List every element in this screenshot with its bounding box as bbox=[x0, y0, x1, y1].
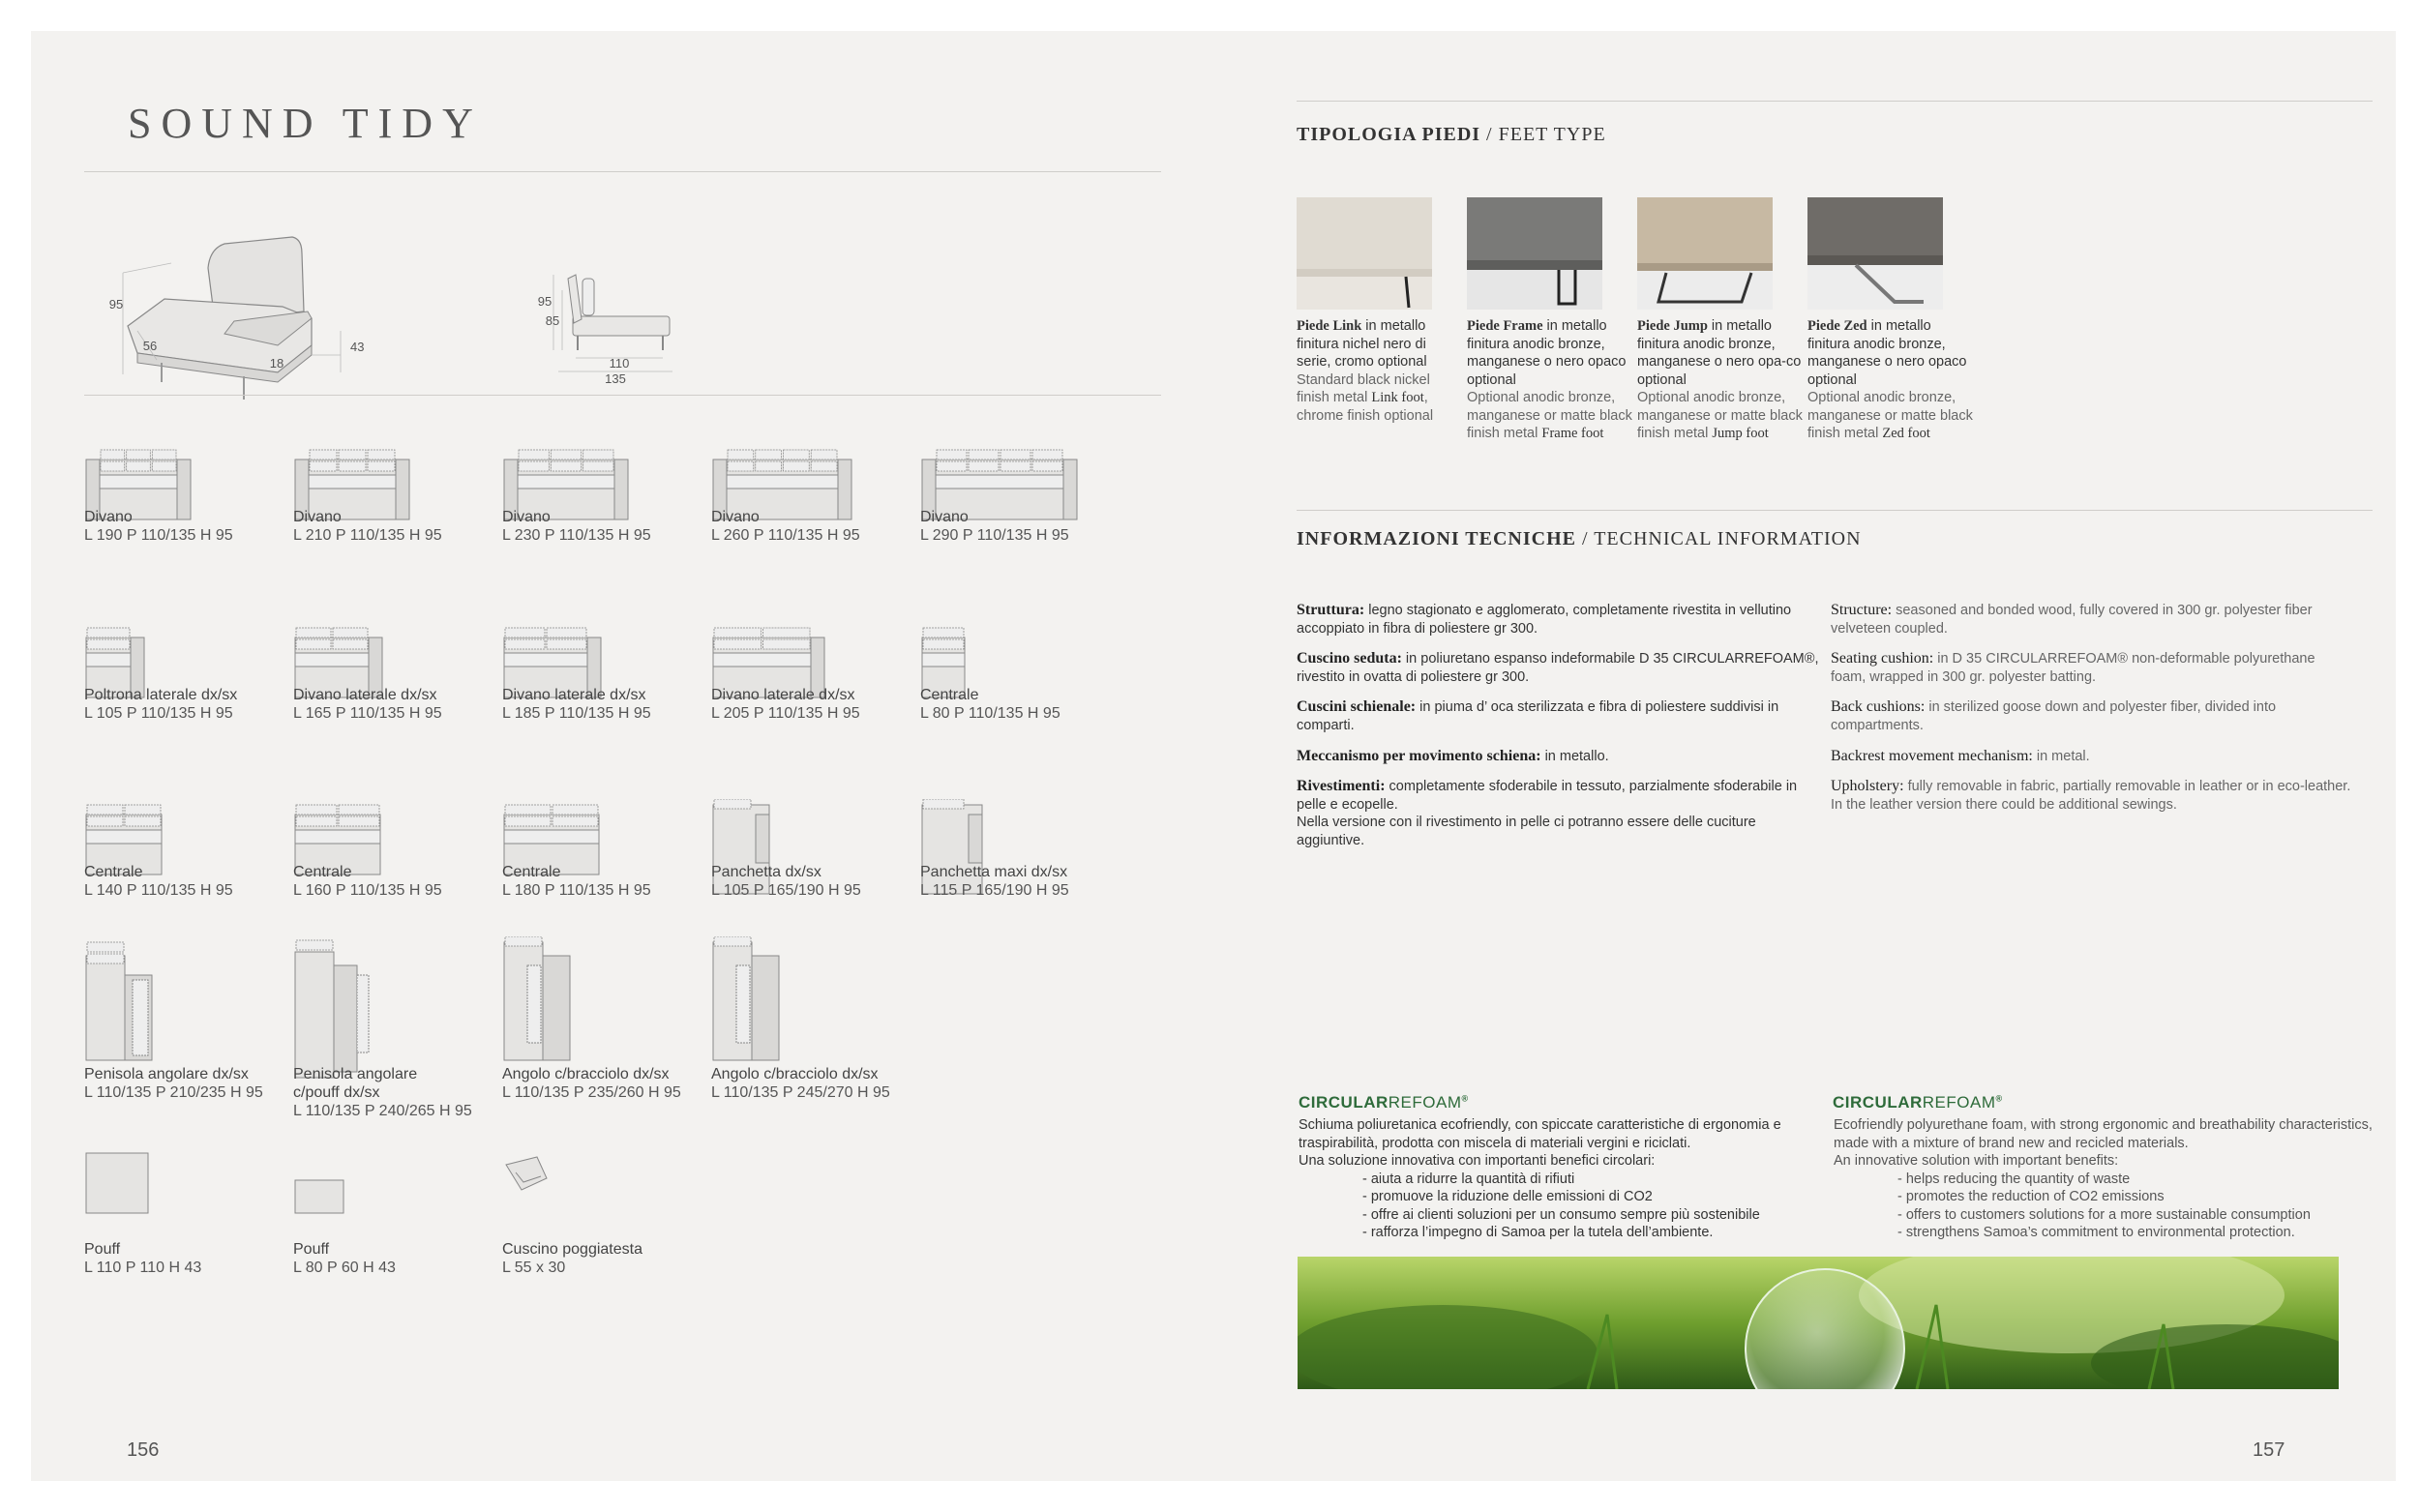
module-label bbox=[711, 508, 914, 545]
module-name: Divano laterale dx/sx bbox=[293, 687, 437, 703]
tech-heading-it: INFORMAZIONI TECNICHE bbox=[1297, 528, 1576, 549]
module-name: Divano laterale dx/sx bbox=[711, 687, 855, 703]
page-number-left: 156 bbox=[127, 1439, 160, 1461]
tech-item-it bbox=[1297, 650, 1819, 686]
module-label bbox=[293, 686, 496, 723]
module-drawing bbox=[84, 1151, 150, 1220]
feet-heading-it: TIPOLOGIA PIEDI bbox=[1297, 124, 1481, 145]
module-label bbox=[711, 1065, 914, 1102]
module-dimensions: L 160 P 110/135 H 95 bbox=[293, 882, 442, 899]
module-dimensions: L 110/135 P 210/235 H 95 bbox=[84, 1084, 263, 1101]
module-name: Divano bbox=[920, 509, 969, 525]
feet-heading-sep: / bbox=[1480, 124, 1499, 145]
tech-item-en bbox=[1831, 650, 2353, 686]
module-name: Angolo c/bracciolo dx/sx bbox=[711, 1066, 879, 1082]
nature-bubble-photo bbox=[1298, 1257, 2339, 1389]
module-name: Divano laterale dx/sx bbox=[502, 687, 646, 703]
feet-en-name: Link foot bbox=[1371, 390, 1424, 405]
feet-name: Piede Link bbox=[1297, 318, 1362, 334]
tech-text: in poliuretano espanso indeformabile D 35 CIRCULARREFOAM®, rivestito in ovatta di poliestere gr 300. bbox=[1297, 651, 1819, 685]
tech-heading-sep: / bbox=[1576, 528, 1595, 549]
circular-benefit: - promotes the reduction of CO2 emissions bbox=[1897, 1189, 2165, 1204]
tech-text: in sterilized goose down and polyester fiber, divided into compartments. bbox=[1831, 699, 2277, 733]
module-label bbox=[293, 1240, 496, 1277]
feet-en: Optional anodic bronze, manganese or matte black finish metal bbox=[1467, 390, 1632, 441]
logo-part-a: CIRCULAR bbox=[1299, 1093, 1389, 1112]
module-dimensions: L 210 P 110/135 H 95 bbox=[293, 527, 442, 544]
armchair-perspective-diagram bbox=[79, 210, 408, 403]
circular-text-it bbox=[1299, 1116, 1840, 1242]
module-drawing bbox=[502, 936, 576, 1067]
feet-en-name: Frame foot bbox=[1541, 426, 1604, 441]
module-dimensions: L 110/135 P 245/270 H 95 bbox=[711, 1084, 890, 1101]
tech-text: seasoned and bonded wood, fully covered in 300 gr. polyester fiber velveteen coupled. bbox=[1831, 603, 2313, 637]
module-label bbox=[84, 863, 287, 900]
module-dimensions: L 80 P 110/135 H 95 bbox=[920, 705, 1060, 722]
right-top-divider bbox=[1297, 101, 2373, 102]
module-label bbox=[502, 1065, 705, 1102]
module-label bbox=[711, 686, 914, 723]
module-dimensions: L 180 P 110/135 H 95 bbox=[502, 882, 651, 899]
tech-divider bbox=[1297, 510, 2373, 511]
logo-reg: ® bbox=[1995, 1093, 2003, 1104]
circularrefoam-logo-it bbox=[1299, 1093, 1469, 1112]
module-name: Panchetta dx/sx bbox=[711, 864, 821, 880]
tech-label: Backrest movement mechanism: bbox=[1831, 748, 2033, 764]
tech-item-en bbox=[1831, 602, 2353, 637]
tech-item-en bbox=[1831, 698, 2353, 734]
module-dimensions: L 105 P 110/135 H 95 bbox=[84, 705, 233, 722]
module-drawing bbox=[293, 1151, 345, 1220]
logo-part-b: REFOAM bbox=[1922, 1093, 1996, 1112]
tech-label: Seating cushion: bbox=[1831, 650, 1934, 667]
circular-benefit: - aiuta a ridurre la quantità di rifiuti bbox=[1362, 1171, 1575, 1187]
feet-description bbox=[1807, 317, 1974, 443]
tech-item-it bbox=[1297, 748, 1819, 766]
module-name: Cuscino poggiatesta bbox=[502, 1241, 642, 1258]
title-divider bbox=[84, 171, 1161, 172]
module-label bbox=[502, 686, 705, 723]
feet-en: Standard black nickel finish metal bbox=[1297, 371, 1430, 405]
page-title: SOUND TIDY bbox=[128, 100, 483, 147]
circular-it-intro: Schiuma poliuretanica ecofriendly, con spiccate caratteristiche di ergonomia e traspirabilità, prodotta con miscela di materiali vergini e riciclati. bbox=[1299, 1117, 1781, 1151]
feet-en-name: Jump foot bbox=[1712, 426, 1769, 441]
circular-benefit: - offers to customers solutions for a more sustainable consumption bbox=[1897, 1206, 2311, 1223]
logo-reg: ® bbox=[1461, 1093, 1469, 1104]
module-label bbox=[502, 863, 705, 900]
tech-label: Cuscino seduta: bbox=[1297, 650, 1402, 667]
feet-it: in metallo finitura anodic bronze, manganese o nero opa-co optional bbox=[1637, 318, 1802, 388]
dim-depth: 56 bbox=[142, 339, 158, 353]
feet-description bbox=[1297, 317, 1463, 425]
tech-text: in D 35 CIRCULARREFOAM® non-deformable polyurethane foam, wrapped in 300 gr. polyester batting. bbox=[1831, 651, 2315, 685]
tech-item-it bbox=[1297, 778, 1819, 849]
module-label bbox=[502, 1240, 705, 1277]
module-dimensions: L 55 x 30 bbox=[502, 1260, 566, 1276]
feet-heading-en: FEET TYPE bbox=[1498, 124, 1606, 145]
module-name-2: c/pouff dx/sx bbox=[293, 1084, 380, 1101]
circular-benefit: - helps reducing the quantity of waste bbox=[1897, 1171, 2131, 1187]
feet-photo-jump bbox=[1637, 197, 1773, 310]
module-dimensions: L 105 P 165/190 H 95 bbox=[711, 882, 861, 899]
feet-it: in metallo finitura anodic bronze, manganese o nero opaco optional bbox=[1807, 318, 1967, 388]
dim-arm: 18 bbox=[269, 356, 284, 371]
tech-text: fully removable in fabric, partially removable in leather or in eco-leather. bbox=[1903, 779, 2351, 794]
tech-text-2: Nella versione con il rivestimento in pelle ci potranno essere delle cuciture aggiuntive. bbox=[1297, 815, 1756, 848]
circularrefoam-logo-en bbox=[1833, 1093, 2003, 1112]
module-dimensions: L 230 P 110/135 H 95 bbox=[502, 527, 651, 544]
feet-name: Piede Zed bbox=[1807, 318, 1867, 334]
feet-en: Optional anodic bronze, manganese or matte black finish metal bbox=[1807, 390, 1973, 441]
tech-item-it bbox=[1297, 698, 1819, 734]
module-label bbox=[293, 863, 496, 900]
module-drawing bbox=[84, 936, 156, 1067]
module-dimensions: L 110 P 110 H 43 bbox=[84, 1260, 202, 1276]
module-name: Penisola angolare dx/sx bbox=[84, 1066, 249, 1082]
diagram-divider bbox=[84, 395, 1161, 396]
module-name: Divano bbox=[502, 509, 551, 525]
module-label bbox=[502, 508, 705, 545]
module-dimensions: L 190 P 110/135 H 95 bbox=[84, 527, 233, 544]
tech-text: completamente sfoderabile in tessuto, parzialmente sfoderabile in pelle e ecopelle. bbox=[1297, 779, 1798, 813]
module-dimensions: L 185 P 110/135 H 95 bbox=[502, 705, 651, 722]
circular-en-list bbox=[1834, 1171, 2375, 1242]
module-dimensions: L 140 P 110/135 H 95 bbox=[84, 882, 233, 899]
module-dimensions: L 260 P 110/135 H 95 bbox=[711, 527, 860, 544]
tech-label: Rivestimenti: bbox=[1297, 778, 1386, 794]
module-name: Centrale bbox=[84, 864, 143, 880]
circular-en-intro: Ecofriendly polyurethane foam, with strong ergonomic and breathability characteristics, made with a mixture of brand new and recicled materials. bbox=[1834, 1117, 2373, 1151]
module-label bbox=[711, 863, 914, 900]
module-label bbox=[293, 508, 496, 545]
feet-en: Optional anodic bronze, manganese or matte black finish metal bbox=[1637, 390, 1803, 441]
module-name: Penisola angolare bbox=[293, 1066, 418, 1082]
module-name: Divano bbox=[711, 509, 760, 525]
tech-heading-en: TECHNICAL INFORMATION bbox=[1594, 528, 1862, 549]
tech-label: Back cushions: bbox=[1831, 698, 1926, 715]
circular-text-en bbox=[1834, 1116, 2375, 1242]
tech-item-it bbox=[1297, 602, 1819, 637]
module-name: Pouff bbox=[84, 1241, 121, 1258]
module-label bbox=[920, 686, 1123, 723]
feet-name: Piede Frame bbox=[1467, 318, 1543, 334]
feet-en-tail: , chrome finish optional bbox=[1297, 390, 1434, 424]
logo-part-b: REFOAM bbox=[1388, 1093, 1462, 1112]
module-dimensions: L 205 P 110/135 H 95 bbox=[711, 705, 860, 722]
feet-photo-zed bbox=[1807, 197, 1943, 310]
module-dimensions: L 110/135 P 235/260 H 95 bbox=[502, 1084, 681, 1101]
tech-label: Upholstery: bbox=[1831, 778, 1904, 794]
tech-text-2: In the leather version there could be additional sewings. bbox=[1831, 796, 2177, 813]
dim-side-h1: 95 bbox=[537, 294, 552, 309]
circular-it-list bbox=[1299, 1171, 1840, 1242]
circular-it-intro2: Una soluzione innovativa con importanti benefici circolari: bbox=[1299, 1153, 1656, 1169]
tech-item-en bbox=[1831, 748, 2353, 766]
module-name: Angolo c/bracciolo dx/sx bbox=[502, 1066, 670, 1082]
feet-heading bbox=[1297, 124, 1606, 146]
feet-photo-frame bbox=[1467, 197, 1602, 310]
dim-side-w2: 135 bbox=[605, 371, 626, 386]
side-profile-diagram bbox=[520, 263, 674, 389]
feet-description bbox=[1467, 317, 1633, 443]
module-dimensions: L 290 P 110/135 H 95 bbox=[920, 527, 1069, 544]
module-name: Centrale bbox=[293, 864, 352, 880]
logo-part-a: CIRCULAR bbox=[1833, 1093, 1923, 1112]
module-name: Panchetta maxi dx/sx bbox=[920, 864, 1068, 880]
module-drawing bbox=[293, 936, 374, 1086]
dim-side-h2: 85 bbox=[545, 313, 560, 328]
feet-it: in metallo finitura anodic bronze, manganese o nero opaco optional bbox=[1467, 318, 1627, 388]
circular-benefit: - strengthens Samoa’s commitment to environmental protection. bbox=[1897, 1225, 2295, 1240]
page-number-right: 157 bbox=[2253, 1439, 2285, 1461]
module-label bbox=[84, 686, 287, 723]
tech-item-en bbox=[1831, 778, 2353, 814]
tech-label: Cuscini schienale: bbox=[1297, 698, 1417, 715]
module-label bbox=[84, 508, 287, 545]
module-name: Divano bbox=[84, 509, 133, 525]
tech-text: in piuma d’ oca sterilizzata e fibra di poliestere suddivisi in comparti. bbox=[1297, 699, 1779, 733]
tech-label: Meccanismo per movimento schiena: bbox=[1297, 748, 1541, 764]
module-dimensions: L 165 P 110/135 H 95 bbox=[293, 705, 442, 722]
module-dimensions: L 115 P 165/190 H 95 bbox=[920, 882, 1069, 899]
module-drawing bbox=[502, 1151, 554, 1204]
module-name: Centrale bbox=[502, 864, 561, 880]
tech-label: Struttura: bbox=[1297, 602, 1365, 618]
module-label bbox=[84, 1240, 287, 1277]
feet-it: in metallo finitura nichel nero di serie, cromo optional bbox=[1297, 318, 1427, 370]
module-dimensions: L 80 P 60 H 43 bbox=[293, 1260, 396, 1276]
tech-label: Structure: bbox=[1831, 602, 1893, 618]
dim-height: 95 bbox=[108, 297, 124, 311]
module-dimensions: L 110/135 P 240/265 H 95 bbox=[293, 1103, 472, 1119]
feet-en-name: Zed foot bbox=[1882, 426, 1930, 441]
dim-side-w1: 110 bbox=[609, 356, 630, 371]
feet-photo-link bbox=[1297, 197, 1432, 310]
module-drawing bbox=[711, 936, 788, 1067]
module-label bbox=[920, 508, 1123, 545]
dim-seat: 43 bbox=[350, 340, 365, 354]
feet-name: Piede Jump bbox=[1637, 318, 1708, 334]
circular-en-intro2: An innovative solution with important benefits: bbox=[1834, 1153, 2119, 1169]
module-label bbox=[84, 1065, 287, 1102]
catalog-spread bbox=[31, 31, 2396, 1481]
module-name: Poltrona laterale dx/sx bbox=[84, 687, 238, 703]
circular-benefit: - offre ai clienti soluzioni per un consumo sempre più sostenibile bbox=[1362, 1206, 1760, 1223]
feet-description bbox=[1637, 317, 1804, 443]
module-name: Pouff bbox=[293, 1241, 330, 1258]
tech-text: in metallo. bbox=[1540, 749, 1609, 764]
circular-benefit: - promuove la riduzione delle emissioni di CO2 bbox=[1362, 1189, 1653, 1204]
module-label bbox=[920, 863, 1123, 900]
tech-text: in metal. bbox=[2032, 749, 2090, 764]
circular-benefit: - rafforza l’impegno di Samoa per la tutela dell’ambiente. bbox=[1362, 1225, 1714, 1240]
module-name: Divano bbox=[293, 509, 342, 525]
tech-heading bbox=[1297, 528, 1862, 550]
tech-text: legno stagionato e agglomerato, completamente rivestita in vellutino accoppiato in fibra di poliestere gr 300. bbox=[1297, 603, 1792, 637]
module-label bbox=[293, 1065, 496, 1120]
module-name: Centrale bbox=[920, 687, 979, 703]
